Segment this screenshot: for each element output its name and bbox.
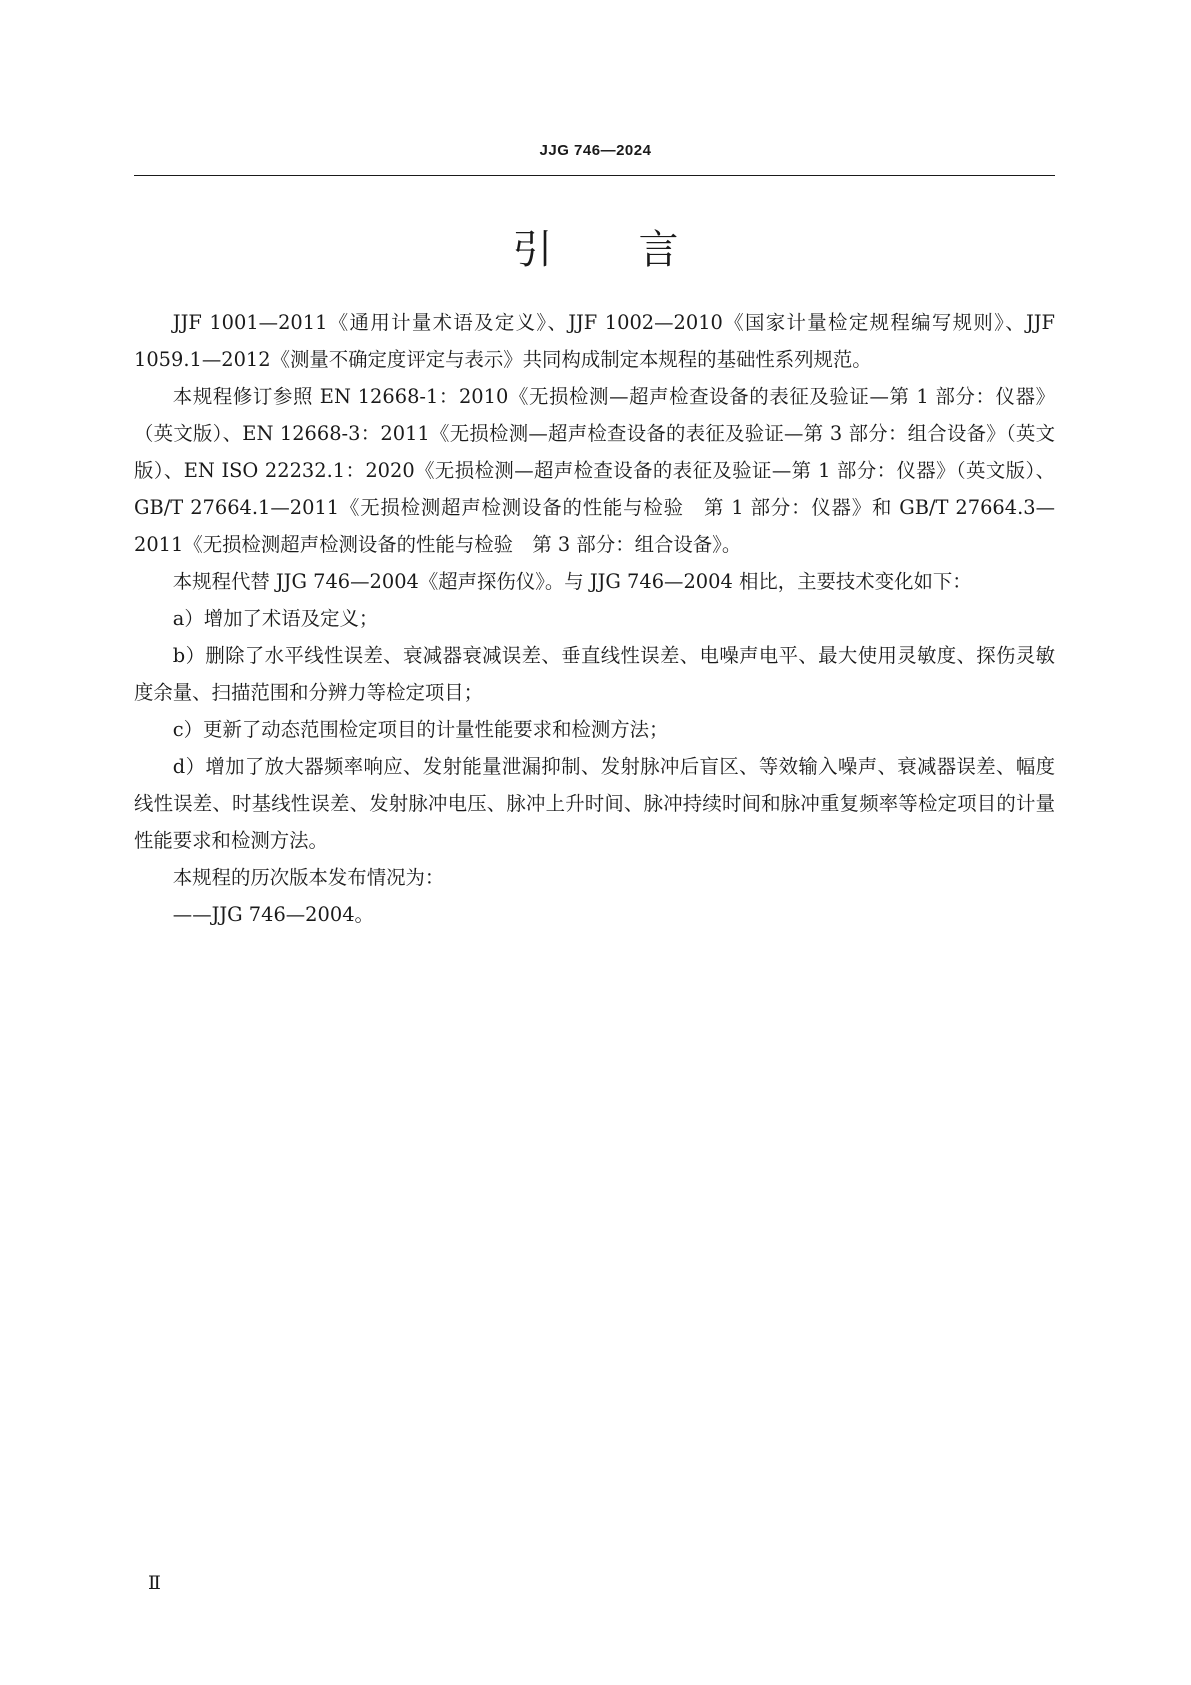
paragraph-replaces: 本规程代替 JJG 746—2004《超声探伤仪》。与 JJG 746—2004 相比，主要技术变化如下： xyxy=(172,570,972,593)
body-text xyxy=(134,304,1055,933)
document-code-header: JJG 746—2024 xyxy=(539,142,652,159)
title-char-1: 引 xyxy=(512,227,553,273)
page-number: Ⅱ xyxy=(148,1572,161,1594)
list-item-a: a）增加了术语及定义； xyxy=(172,607,379,630)
paragraph-base-standards: JJF 1001—2011《通用计量术语及定义》、JJF 1002—2010《国家计量检定规程编写规则》、JJF 1059.1—2012《测量不确定度评定与表示》共同构成制定本规程的基础性系列规范。 xyxy=(134,311,1055,371)
paragraph-history: 本规程的历次版本发布情况为： xyxy=(172,866,445,889)
header-rule xyxy=(134,175,1055,176)
list-item-b: b）删除了水平线性误差、衰减器衰减误差、垂直线性误差、电噪声电平、最大使用灵敏度、探伤灵敏度余量、扫描范围和分辨力等检定项目； xyxy=(134,644,1055,704)
title-char-2: 言 xyxy=(638,227,679,273)
list-item-c: c）更新了动态范围检定项目的计量性能要求和检测方法； xyxy=(172,718,669,741)
page-title xyxy=(0,218,1191,275)
list-item-d: d）增加了放大器频率响应、发射能量泄漏抑制、发射脉冲后盲区、等效输入噪声、衰减器误差、幅度线性误差、时基线性误差、发射脉冲电压、脉冲上升时间、脉冲持续时间和脉冲重复频率等检定项目的计量性能要求和检测方法。 xyxy=(134,755,1055,852)
paragraph-references: 本规程修订参照 EN 12668-1：2010《无损检测—超声检查设备的表征及验证—第 1 部分：仪器》（英文版）、EN 12668-3：2011《无损检测—超声检查设备的表征及验证—第 3 部分：组合设备》（英文版）、EN ISO 22232.1：2020《无损检测—超声检查设备的表征及验证—第 1 部分：仪器》（英文版）、GB/T 27664.1—2011《无损检测超声检测设备的性能与检验 第 1 部分：仪器》和 GB/T 27664.3—2011《无损检测超声检测设备的性能与检验 第 3 部分：组合设备》。 xyxy=(134,385,1055,556)
history-entry: ——JJG 746—2004。 xyxy=(172,903,374,926)
